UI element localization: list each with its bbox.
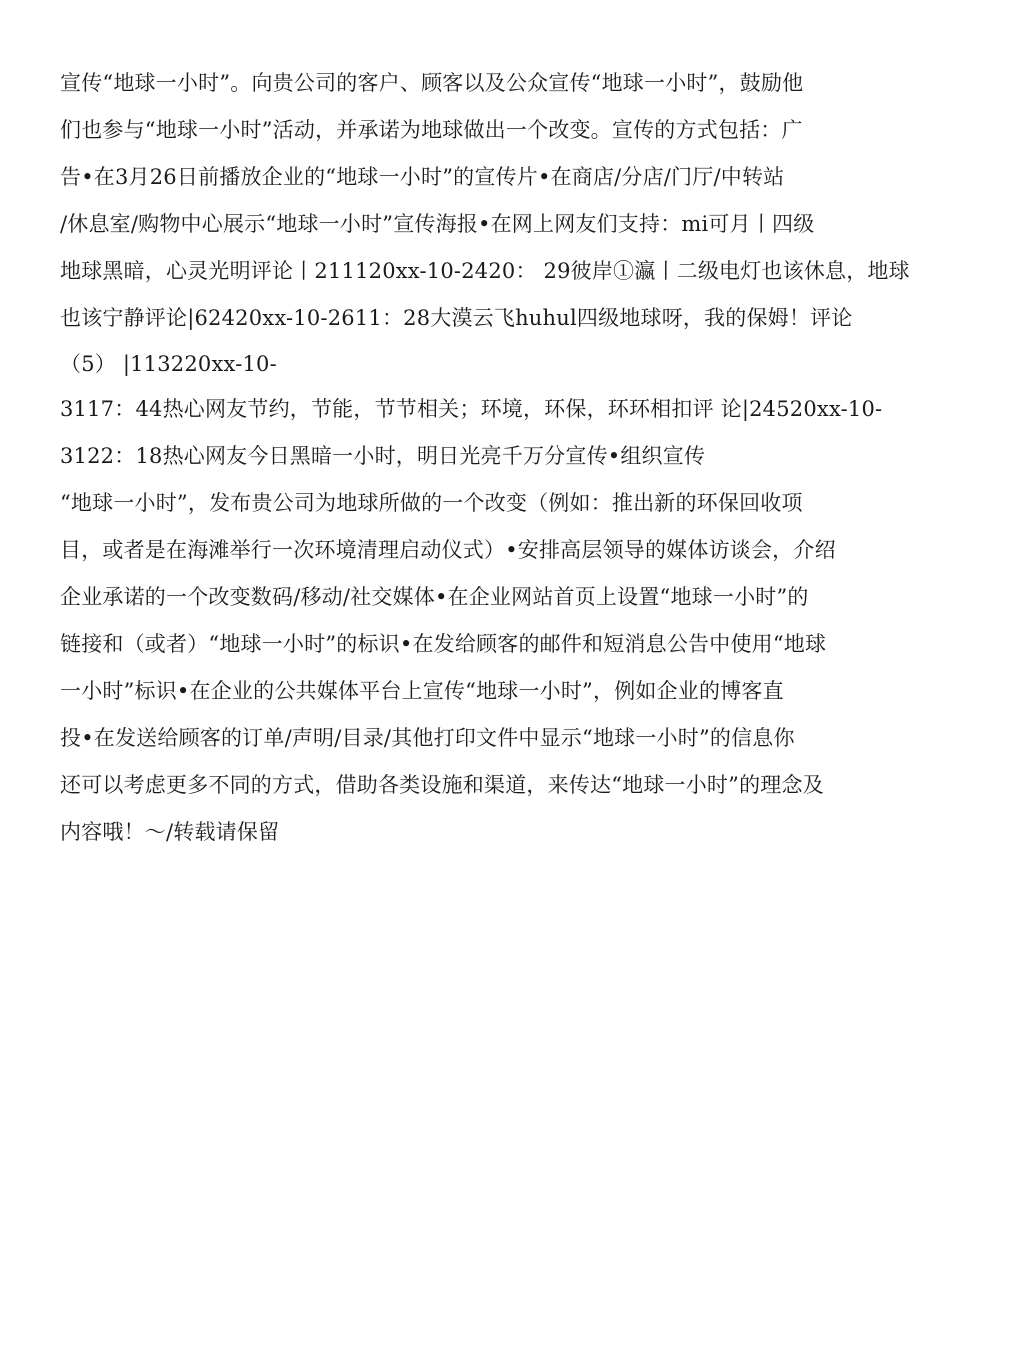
text-line: 链接和（或者）“地球一小时”的标识•在发给顾客的邮件和短消息公告中使用“地球 (60, 632, 827, 656)
text-line: 告•在3月26日前播放企业的“地球一小时”的宣传片•在商店/分店/门厅/中转站 (60, 165, 785, 189)
text-line: 投•在发送给顾客的订单/声明/目录/其他打印文件中显示“地球一小时”的信息你 (60, 726, 795, 750)
text-line: 地球黑暗，心灵光明评论丨211120xx-10-2420： 29彼岸①瀛丨二级电灯也该休息，地球 (60, 259, 910, 283)
body-text (60, 60, 990, 856)
text-line: 一小时”标识•在企业的公共媒体平台上宣传“地球一小时”，例如企业的博客直 (60, 679, 784, 703)
text-line: /休息室/购物中心展示“地球一小时”宣传海报•在网上网友们支持：mi可月丨四级 (60, 212, 815, 236)
text-line: 内容哦！～/转载请保留 (60, 820, 280, 844)
text-line: 也该宁静评论|62420xx-10-2611：28大漠云飞huhul四级地球呀，我的保姆！评论 (60, 306, 853, 330)
text-line: 宣传“地球一小时”。向贵公司的客户、顾客以及公众宣传“地球一小时”，鼓励他 (60, 71, 804, 95)
text-line: 3117：44热心网友节约，节能，节节相关；环境，环保，环环相扣评 论|24520xx-10- (60, 397, 883, 421)
text-line: “地球一小时”，发布贵公司为地球所做的一个改变（例如：推出新的环保回收项 (60, 491, 803, 515)
text-line: 还可以考虑更多不同的方式，借助各类设施和渠道，来传达“地球一小时”的理念及 (60, 773, 824, 797)
text-line: 企业承诺的一个改变数码/移动/社交媒体•在企业网站首页上设置“地球一小时”的 (60, 585, 809, 609)
text-line: 3122：18热心网友今日黑暗一小时，明日光亮千万分宣传•组织宣传 (60, 444, 706, 468)
text-line: （5） |113220xx-10- (60, 352, 277, 376)
text-line: 们也参与“地球一小时”活动，并承诺为地球做出一个改变。宣传的方式包括：广 (60, 118, 803, 142)
text-line: 目，或者是在海滩举行一次环境清理启动仪式）•安排高层领导的媒体访谈会，介绍 (60, 538, 836, 562)
